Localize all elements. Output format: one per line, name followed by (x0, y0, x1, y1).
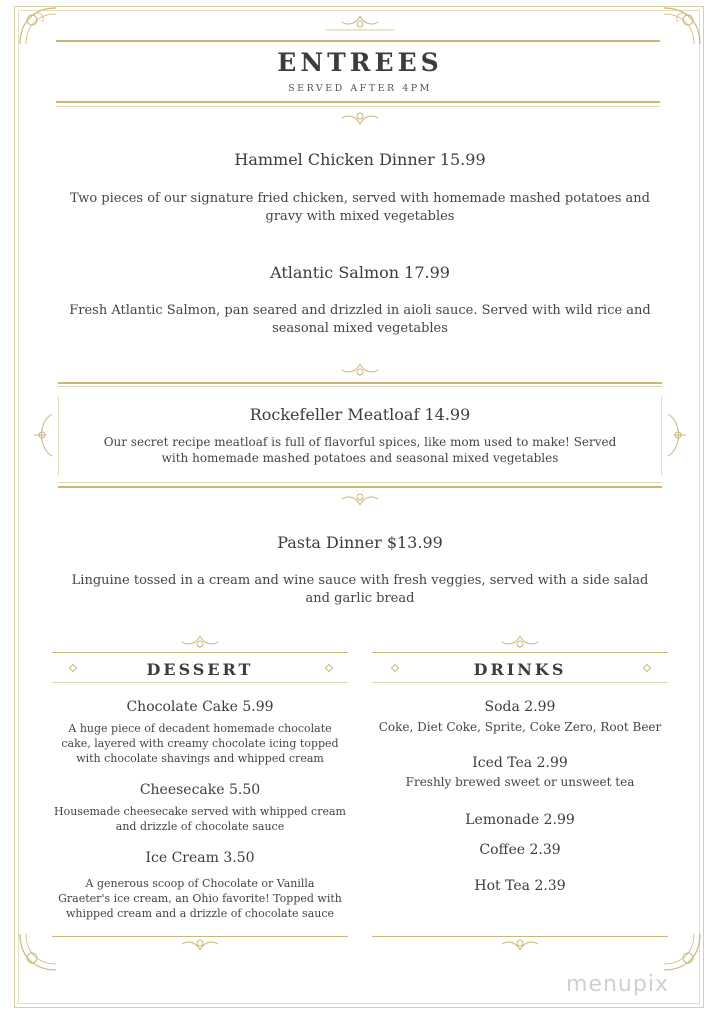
page-title: ENTREES (277, 48, 443, 77)
dessert-name: Chocolate Cake 5.99 (126, 699, 274, 715)
scroll-ornament-icon (160, 936, 240, 954)
scroll-ornament-icon (320, 12, 400, 34)
scroll-ornament-icon (320, 106, 400, 128)
drink-description: Freshly brewed sweet or unsweet tea (405, 775, 635, 789)
dessert-rule-top (52, 652, 348, 653)
corner-flourish-icon (658, 4, 704, 50)
dessert-rule-bottom (52, 682, 348, 683)
entree-description: Fresh Atlantic Salmon, pan seared and drizzled in aioli sauce. Served with wild rice and seasonal mixed vegetables (69, 303, 651, 336)
drink-description: Coke, Diet Coke, Sprite, Coke Zero, Root Beer (378, 720, 662, 734)
dessert-description: A huge piece of decadent homemade chocolate cake, layered with creamy chocolate icing topped with chocolate shavings and whipped cream (61, 722, 339, 765)
dessert-name: Ice Cream 3.50 (145, 850, 255, 866)
entree-name: Pasta Dinner $13.99 (277, 533, 443, 552)
drinks-heading: DRINKS (473, 660, 567, 679)
drinks-rule-bottom (372, 682, 668, 683)
featured-entree-description: Our secret recipe meatloaf is full of flavorful spices, like mom used to make! Served with homemade mashed potatoes and seasonal mixed vegetables (103, 435, 617, 465)
corner-flourish-icon (658, 928, 704, 974)
drink-name: Hot Tea 2.39 (474, 878, 566, 894)
feature-rule-top-thin (58, 386, 662, 387)
header-rule-top (56, 40, 660, 42)
drink-name: Soda 2.99 (484, 699, 556, 715)
entree-name: Atlantic Salmon 17.99 (270, 263, 450, 282)
drinks-rule-top (372, 652, 668, 653)
scroll-ornament-icon (480, 632, 560, 652)
entree-description: Two pieces of our signature fried chicken, served with homemade mashed potatoes and gravy with mixed vegetables (69, 191, 651, 224)
entree-description: Linguine tossed in a cream and wine sauce with fresh veggies, served with a side salad and garlic bread (71, 573, 649, 606)
scroll-ornament-icon (318, 487, 402, 509)
drink-name: Lemonade 2.99 (465, 812, 575, 828)
page-subtitle: SERVED AFTER 4PM (288, 83, 432, 94)
watermark: menupix (566, 972, 669, 997)
scroll-ornament-icon (318, 360, 402, 382)
scroll-ornament-icon (160, 632, 240, 652)
drink-name: Iced Tea 2.99 (472, 755, 568, 771)
feature-rule-bottom-thin (58, 482, 662, 483)
entree-name: Hammel Chicken Dinner 15.99 (234, 150, 486, 169)
header-rule-bottom (56, 101, 660, 103)
corner-flourish-icon (16, 4, 62, 50)
featured-entree-name: Rockefeller Meatloaf 14.99 (249, 405, 471, 424)
dessert-heading: DESSERT (146, 660, 254, 679)
drink-name: Coffee 2.39 (479, 842, 561, 858)
feature-rule-top (58, 382, 662, 384)
dessert-description: Housemade cheesecake served with whipped cream and drizzle of chocolate sauce (54, 805, 346, 833)
corner-flourish-icon (16, 928, 62, 974)
scroll-ornament-icon (480, 936, 560, 954)
dessert-name: Cheesecake 5.50 (139, 782, 261, 798)
dessert-description: A generous scoop of Chocolate or Vanilla Graeter's ice cream, an Ohio favorite! Topped with whipped cream and a drizzle of chocolate sauce (58, 877, 342, 920)
